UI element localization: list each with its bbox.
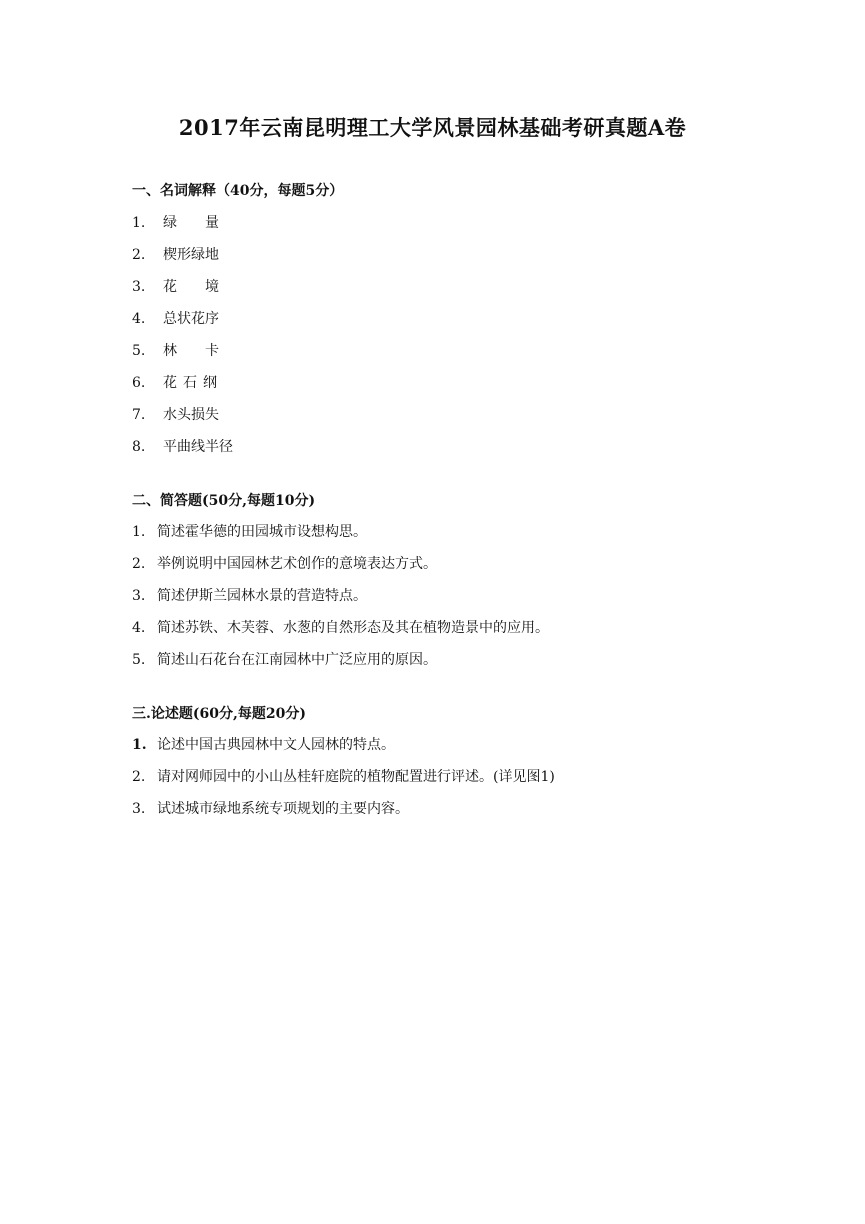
section-heading-short-answer: 二、简答题(50分,每题10分) bbox=[132, 493, 316, 509]
item-text: 简述山石花台在江南园林中广泛应用的原因。 bbox=[157, 652, 437, 668]
list-item bbox=[132, 404, 219, 424]
page-title: 2017年云南昆明理工大学风景园林基础考研真题A卷 bbox=[178, 115, 687, 140]
list-item bbox=[132, 212, 247, 232]
section-heading-terms: 一、名词解释（40分，每题5分） bbox=[132, 183, 344, 199]
item-number: 3. bbox=[132, 279, 146, 295]
item-number: 7. bbox=[132, 407, 146, 423]
item-text: 举例说明中国园林艺术创作的意境表达方式。 bbox=[157, 556, 437, 572]
item-text: 楔形绿地 bbox=[163, 247, 219, 263]
list-item bbox=[132, 436, 233, 456]
item-number: 6. bbox=[132, 375, 146, 391]
list-item bbox=[132, 553, 437, 573]
item-number: 2. bbox=[132, 247, 146, 263]
item-number: 8. bbox=[132, 439, 146, 455]
item-text: 林卡 bbox=[163, 343, 247, 359]
item-text: 绿量 bbox=[163, 215, 247, 231]
list-item bbox=[132, 734, 395, 754]
item-number: 4. bbox=[132, 620, 146, 636]
list-item bbox=[132, 521, 367, 541]
item-number: 1. bbox=[132, 737, 147, 753]
item-text: 花境 bbox=[163, 279, 247, 295]
list-item bbox=[132, 308, 219, 328]
item-text: 简述霍华德的田园城市设想构思。 bbox=[157, 524, 367, 540]
item-number: 5. bbox=[132, 343, 146, 359]
list-item bbox=[132, 617, 549, 637]
item-text: 试述城市绿地系统专项规划的主要内容。 bbox=[157, 801, 409, 817]
item-number: 2. bbox=[132, 556, 146, 572]
list-item bbox=[132, 766, 555, 786]
item-number: 3. bbox=[132, 588, 146, 604]
item-number: 4. bbox=[132, 311, 146, 327]
item-number: 1. bbox=[132, 524, 146, 540]
item-number: 5. bbox=[132, 652, 146, 668]
item-text: 水头损失 bbox=[163, 407, 219, 423]
list-item bbox=[132, 372, 223, 392]
list-item bbox=[132, 649, 437, 669]
item-text: 总状花序 bbox=[163, 311, 219, 327]
item-number: 3. bbox=[132, 801, 146, 817]
list-item bbox=[132, 340, 247, 360]
list-item bbox=[132, 276, 247, 296]
item-text: 论述中国古典园林中文人园林的特点。 bbox=[157, 737, 395, 753]
item-text: 简述苏铁、木芙蓉、水葱的自然形态及其在植物造景中的应用。 bbox=[157, 620, 549, 636]
list-item bbox=[132, 798, 409, 818]
item-text: 请对网师园中的小山丛桂轩庭院的植物配置进行评述。(详见图1) bbox=[157, 769, 555, 785]
list-item bbox=[132, 585, 367, 605]
list-item bbox=[132, 244, 219, 264]
item-text: 花石纲 bbox=[163, 375, 223, 391]
item-number: 2. bbox=[132, 769, 146, 785]
item-text: 简述伊斯兰园林水景的营造特点。 bbox=[157, 588, 367, 604]
section-heading-essay: 三.论述题(60分,每题20分) bbox=[132, 706, 306, 722]
item-text: 平曲线半径 bbox=[163, 439, 233, 455]
item-number: 1. bbox=[132, 215, 146, 231]
